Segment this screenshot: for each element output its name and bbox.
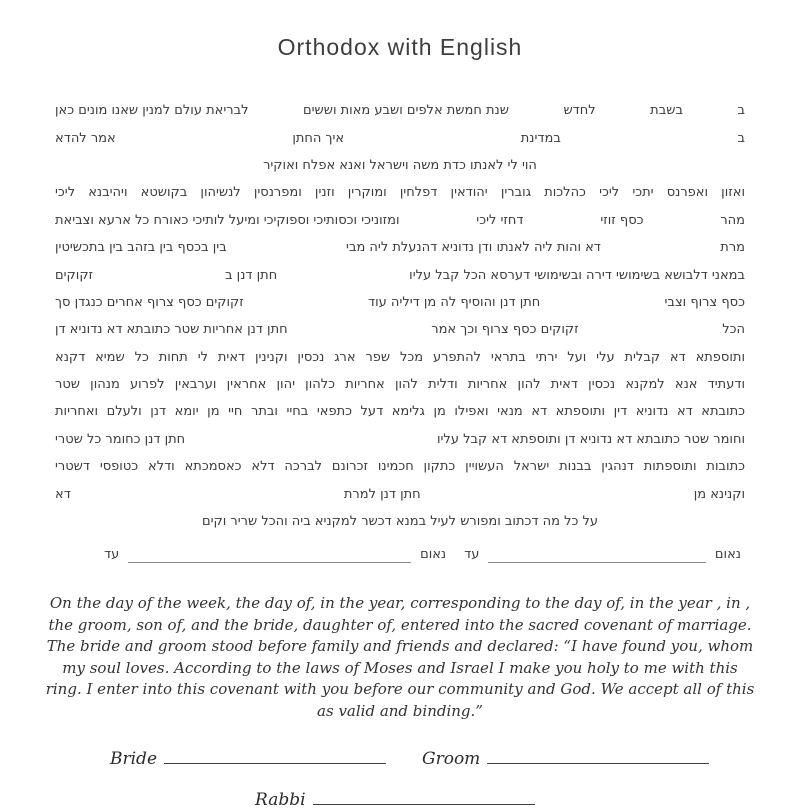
hebrew-line: [55, 398, 745, 425]
rabbi-label: Rabbi: [255, 790, 306, 810]
hebrew-text-segment: חתן דנן והוסיף לה מן דיליה עוד: [368, 294, 541, 310]
hebrew-text-segment: איך החתן: [292, 130, 345, 146]
groom-label: Groom: [422, 749, 481, 770]
hebrew-text-segment: ב: [737, 130, 745, 146]
hebrew-text-segment: לבריאת עולם למנין שאנו מונים כאן: [55, 103, 249, 119]
hebrew-text-segment: ומזוניכי וכסותיכי וספוקיכי ומיעל לותיכי כאורח כל ארעא וצביאת: [55, 212, 400, 228]
hebrew-text-segment: דא והות ליה לאנתו ודן נדוניא דהנעלת ליה מבי: [346, 240, 601, 256]
hebrew-line: [55, 426, 745, 453]
hebrew-text-segment: ואזון ואפרנס יתכי ליכי כהלכות גוברין יהודאין דפלחין ומוקרין וזנין ומפרנסין לנשיהון בקושטא ויהיבנא ליכי: [55, 185, 745, 201]
hebrew-text-segment: על כל מה דכתוב ומפורש לעיל במנא דכשר למקניא ביה והכל שריר וקים: [202, 513, 598, 529]
hebrew-text-segment: הכל: [722, 322, 745, 338]
hebrew-text-segment: מרת: [720, 240, 745, 256]
hebrew-text-segment: כתובתא דא נדוניא דין ותוספתא דא מנאי ואפילו מן גלימא דעל כתפאי בחיי ובתר חיי מן יומא דנן ולעלם ואחריות: [55, 404, 745, 420]
hebrew-line: [55, 371, 745, 398]
hebrew-line: [55, 453, 745, 480]
english-paragraph: On the day of the week, the day of, in the year, corresponding to the day of, in the year , in , the groom, son of, and the bride, daughter of, entered into the sacred covenant of marriage. The bride and groom stood before family and friends and declared: “I have found you, whom my soul loves. According to the laws of Moses and Israel I make you holy to me with this ring. I enter into this covenant with you before our community and God. We accept all of this as valid and binding.”: [45, 594, 755, 720]
hebrew-line: [55, 97, 745, 124]
hebrew-text-segment: חתן דנן למרת: [343, 486, 421, 502]
hebrew-text-segment: דחזי ליכי: [476, 212, 524, 228]
hebrew-text-segment: במדינת: [520, 130, 561, 146]
hebrew-line: [55, 261, 745, 288]
hebrew-line: [55, 344, 745, 371]
hebrew-line: [55, 508, 745, 535]
bride-signature-group: [110, 748, 386, 769]
hebrew-text-segment: זקוקים: [55, 267, 94, 283]
bride-signature-line[interactable]: [164, 748, 386, 764]
hebrew-text-segment: אמר להדא: [55, 130, 116, 146]
hebrew-line: [55, 152, 745, 179]
hebrew-text-segment: כסף צרוף וצבי: [664, 294, 745, 310]
hebrew-text-segment: כתובות ותוספתות דנהגין בבנות ישראל העשויין כתקון חכמינו זכרונם לברכה דלא כאסמכתא ודלא כטופסי דשטרי: [55, 459, 745, 475]
hebrew-text-segment: במאני דלבושא בשימושי דירה ובשימושי דערסא הכל קבל עליו: [409, 267, 745, 283]
hebrew-text-segment: כסף זוזי: [600, 212, 644, 228]
hebrew-line: [55, 207, 745, 234]
hebrew-ketubah-text: [55, 97, 745, 563]
ed-label-left: עד: [104, 547, 120, 563]
hebrew-text-segment: ודעתיד אנא למקנא נכסין דאית להון אחריות ודלית להון אחריות כלהון יהון אחראין וערבאין לפרוע מנהון שטר: [55, 376, 745, 392]
hebrew-text-segment: חתן דנן ב: [225, 267, 278, 283]
bride-label: Bride: [110, 749, 157, 770]
hebrew-line: [55, 480, 745, 507]
hebrew-text-segment: חתן דנן כחומר כל שטרי: [55, 431, 186, 447]
hebrew-line: [55, 316, 745, 343]
witness-signature-line-left[interactable]: [128, 549, 411, 563]
hebrew-text-segment: ב: [737, 103, 745, 119]
neum-label-left: נאום: [420, 547, 447, 563]
hebrew-text-segment: זקוקים כסף צרוף וכך אמר: [431, 322, 579, 338]
hebrew-line: [55, 289, 745, 316]
hebrew-line: [55, 179, 745, 206]
hebrew-text-segment: וחומר שטר כתובתא דא נדוניא דן ותוספתא דא קבל עליו: [436, 431, 745, 447]
groom-signature-group: [422, 748, 709, 769]
ed-label-right: עד: [464, 547, 480, 563]
witness-signature-line-right[interactable]: [488, 549, 706, 563]
hebrew-text-segment: חתן דנן אחריות שטר כתובתא דא נדוניא דן: [55, 322, 288, 338]
neum-label-right: נאום: [714, 547, 741, 563]
groom-signature-line[interactable]: [487, 748, 709, 764]
hebrew-line: [55, 234, 745, 261]
hebrew-text-segment: ותוספתא דא קבלית עלי ועל ירתי בתראי להתפרע מכל שפר ארג נכסין וקנינין דאית לי תחות כל שמיא דקנא: [55, 349, 745, 365]
hebrew-line: [55, 124, 745, 151]
hebrew-text-segment: וקנינא מן: [693, 486, 745, 502]
page-title: Orthodox with English: [277, 34, 523, 60]
hebrew-text-segment: בין בכסף בין בזהב בין בתכשיטין: [55, 240, 227, 256]
hebrew-lines-container: [55, 97, 745, 535]
witness-signature-row: [100, 547, 745, 563]
bride-groom-signature-row: [110, 748, 800, 769]
rabbi-signature-line[interactable]: [313, 789, 535, 805]
hebrew-text-segment: זקוקים כסף צרוף אחרים כנגדן סך: [55, 294, 244, 310]
hebrew-text-segment: מהר: [720, 212, 745, 228]
hebrew-text-segment: דא: [55, 486, 71, 502]
hebrew-text-segment: שנת חמשת אלפים ושבע מאות וששים: [303, 103, 509, 119]
hebrew-text-segment: לחדש: [563, 103, 596, 119]
hebrew-text-segment: בשבת: [650, 103, 683, 119]
hebrew-text-segment: הוי לי לאנתו כדת משה וישראל ואנא אפלח ואוקיר: [263, 157, 537, 173]
